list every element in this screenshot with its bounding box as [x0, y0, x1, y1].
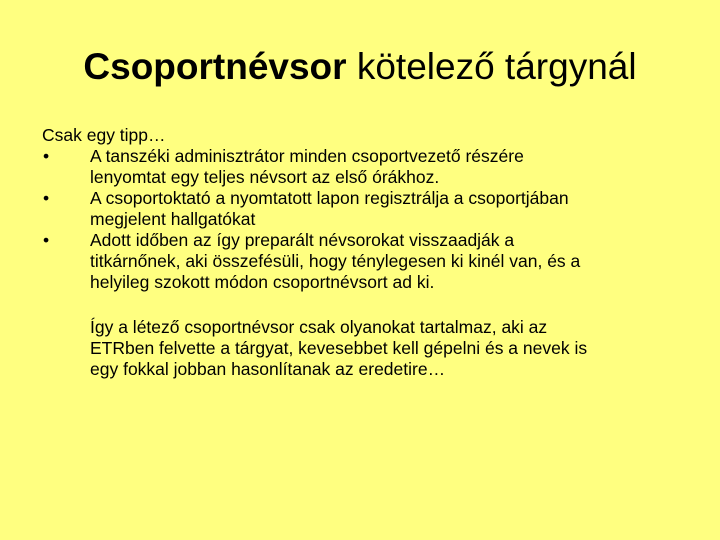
bullet-text: A tanszéki adminisztrátor minden csoportvezető részére lenyomtat egy teljes névsort az első órákhoz. — [90, 146, 524, 187]
slide-body — [42, 125, 682, 380]
bullet-item — [42, 230, 682, 293]
conclusion-text: Így a létező csoportnévsor csak olyanokat tartalmaz, aki az ETRben felvette a tárgyat, kevesebbet kell gépelni és a nevek is egy fokkal jobban hasonlítanak az eredetire… — [90, 317, 588, 379]
bullet-marker: • — [43, 188, 50, 208]
bullet-item — [42, 188, 682, 230]
slide-title-bold: Csoportnévsor — [83, 46, 347, 87]
bullet-list — [42, 146, 682, 293]
bullet-marker: • — [43, 230, 50, 250]
bullet-text: Adott időben az így preparált névsorokat visszaadják a titkárnőnek, aki összefésüli, hogy ténylegesen ki kinél van, és a helyileg szokott módon csoportnévsort ad ki. — [90, 230, 581, 292]
intro-text: Csak egy tipp… — [42, 125, 166, 145]
bullet-marker: • — [43, 146, 50, 166]
slide-title-rest: kötelező tárgynál — [346, 46, 637, 87]
slide-title — [0, 42, 720, 92]
bullet-text: A csoportoktató a nyomtatott lapon regisztrálja a csoportjában megjelent hallgatókat — [90, 188, 569, 229]
bullet-item — [42, 146, 682, 188]
